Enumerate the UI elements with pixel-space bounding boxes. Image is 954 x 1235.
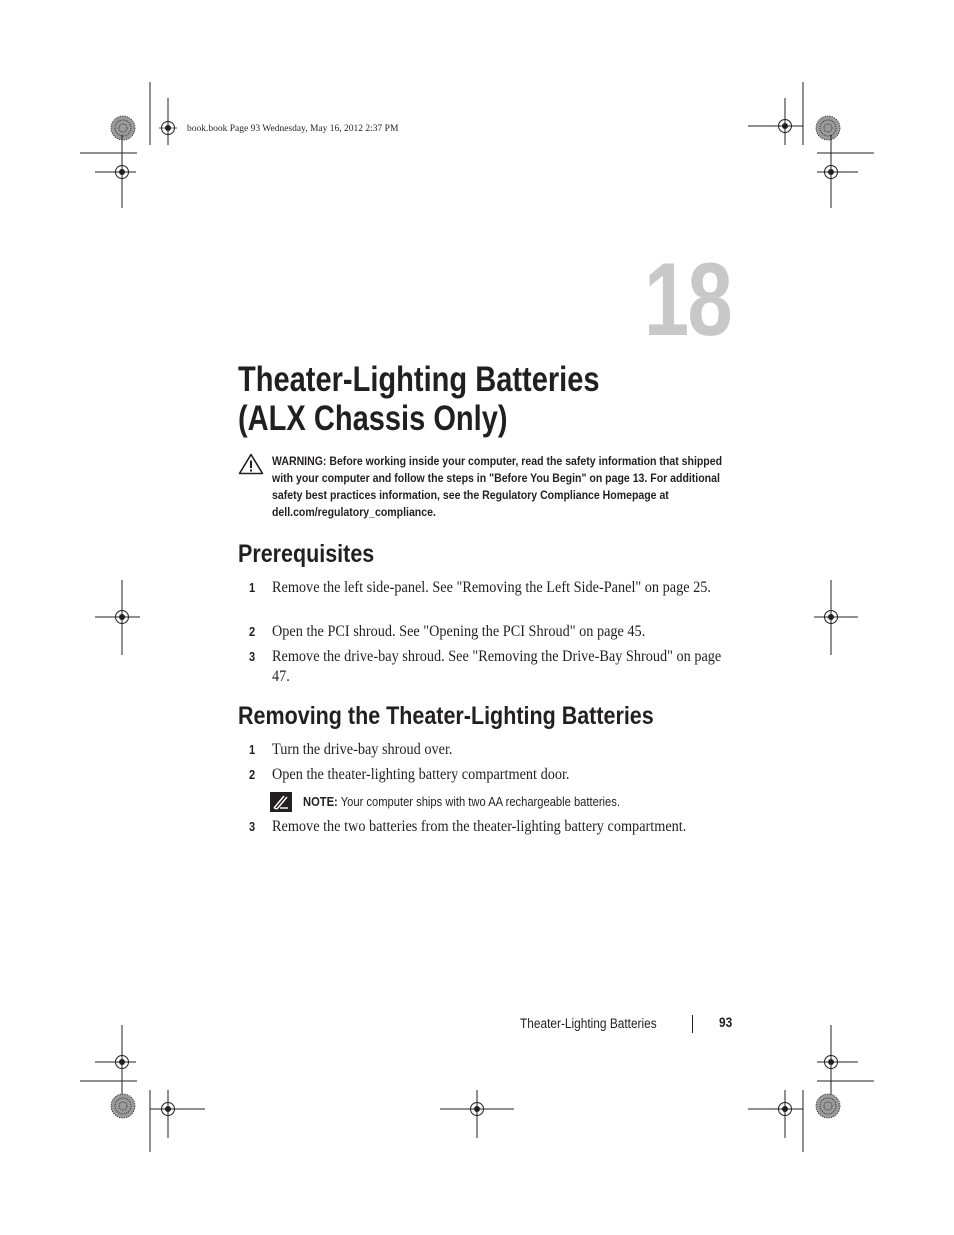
footer-section-title: Theater-Lighting Batteries <box>520 1016 657 1031</box>
step-number: 2 <box>249 767 256 782</box>
prerequisites-heading: Prerequisites <box>238 540 375 568</box>
note-text <box>303 793 733 810</box>
color-target-icon <box>816 1094 840 1118</box>
print-header: book.book Page 93 Wednesday, May 16, 2012 2:37 PM <box>187 124 399 134</box>
registration-mark-icon <box>159 1100 177 1118</box>
step-number: 3 <box>249 649 256 664</box>
warning-text <box>272 453 731 521</box>
step-number: 2 <box>249 624 256 639</box>
removing-heading: Removing the Theater-Lighting Batteries <box>238 702 654 730</box>
step-number: 1 <box>249 580 256 595</box>
step-number: 1 <box>249 742 256 757</box>
chapter-title <box>238 360 674 438</box>
registration-mark-icon <box>468 1100 486 1118</box>
registration-mark-icon <box>113 1053 131 1071</box>
note-label: NOTE: <box>303 794 338 809</box>
registration-mark-icon <box>159 119 177 137</box>
step-text: Remove the drive-bay shroud. See "Removing the Drive-Bay Shroud" on page 47. <box>272 648 722 685</box>
warning-triangle-icon <box>238 453 264 475</box>
step-text: Remove the left side-panel. See "Removing the Left Side-Panel" on page 25. <box>272 579 711 596</box>
chapter-title-line-1: Theater-Lighting Batteries <box>238 360 600 399</box>
step-text: Open the PCI shroud. See "Opening the PCI Shroud" on page 45. <box>272 623 646 640</box>
warning-label: WARNING: <box>272 454 327 468</box>
color-target-icon <box>111 1094 135 1118</box>
registration-mark-icon <box>776 117 794 135</box>
warning-body: Before working inside your computer, read the safety information that shipped with your computer and follow the steps in "Before You Begin" on page 13. For additional safety best practices information, see the Regulatory Compliance Homepage at dell.com/regulatory_compliance. <box>272 454 723 519</box>
chapter-title-line-2: (ALX Chassis Only) <box>238 399 508 438</box>
registration-mark-icon <box>776 1100 794 1118</box>
note-body: Your computer ships with two AA rechargeable batteries. <box>340 794 620 809</box>
color-target-icon <box>111 116 135 140</box>
footer-separator <box>692 1015 693 1033</box>
chapter-number: 18 <box>644 242 732 358</box>
step-text: Turn the drive-bay shroud over. <box>272 741 453 758</box>
registration-mark-icon <box>822 608 840 626</box>
note-pencil-icon <box>270 792 292 812</box>
registration-mark-icon <box>822 163 840 181</box>
registration-mark-icon <box>822 1053 840 1071</box>
registration-mark-icon <box>113 608 131 626</box>
step-text: Open the theater-lighting battery compartment door. <box>272 766 570 783</box>
step-number: 3 <box>249 819 256 834</box>
step-text: Remove the two batteries from the theater-lighting battery compartment. <box>272 818 687 835</box>
footer-page-number: 93 <box>719 1015 733 1030</box>
color-target-icon <box>816 116 840 140</box>
registration-mark-icon <box>113 163 131 181</box>
